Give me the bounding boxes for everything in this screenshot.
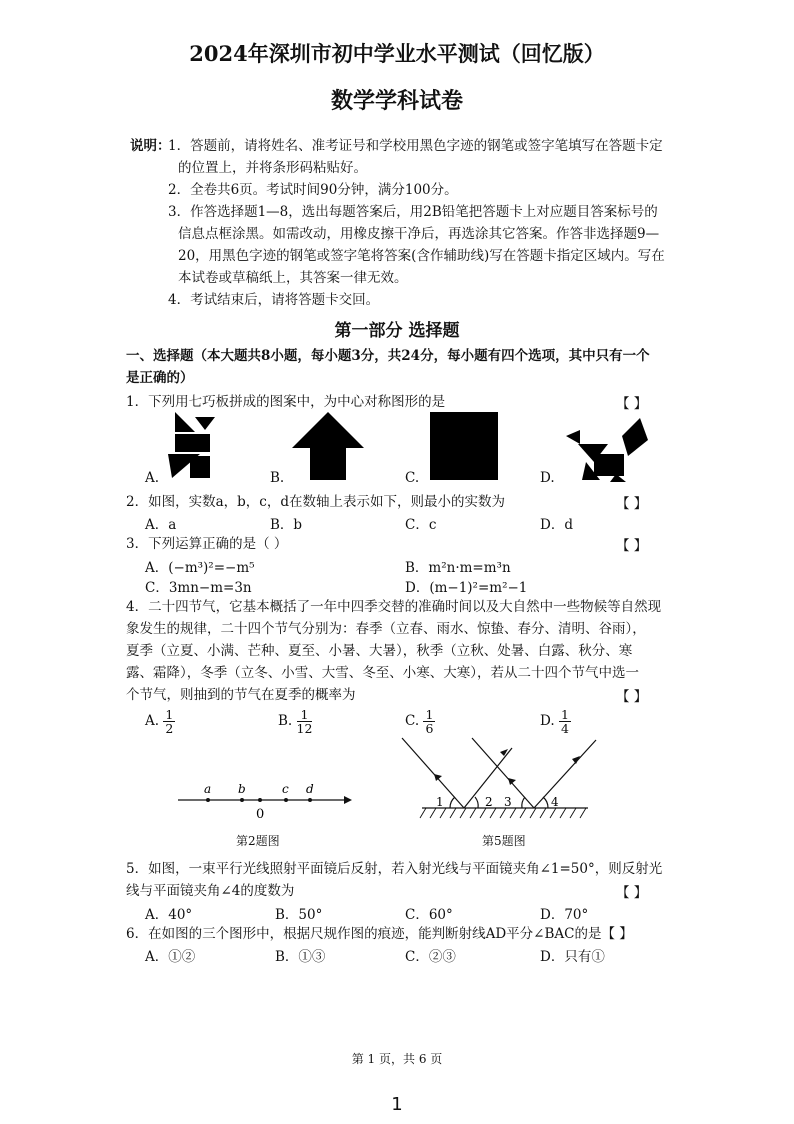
arrow-head (434, 774, 442, 781)
q1-option-a: A. (145, 470, 160, 486)
answer-bracket: 【 】 (616, 496, 648, 512)
question-5-line: 线与平面镜夹角∠4的度数为 (126, 883, 295, 899)
figure-5-mirror (400, 736, 604, 832)
angle-arc-1 (450, 797, 455, 808)
fraction (423, 708, 435, 735)
instruction-line: 1．答题前，请将姓名、准考证号和学校用黑色字迹的钢笔或签字笔填写在答题卡定 (168, 138, 663, 154)
label-c: c (282, 782, 289, 796)
label-zero: 0 (256, 807, 265, 822)
tangram-piece (594, 454, 624, 476)
q5-option-d: D．70° (540, 907, 589, 923)
question-4-line: 个节气，则抽到的节气在夏季的概率为 (126, 687, 356, 703)
answer-bracket: 【 】 (616, 689, 648, 705)
tangram-piece (190, 456, 210, 478)
q4-option-d (540, 708, 571, 735)
tangram-piece (175, 434, 210, 452)
fraction (559, 708, 571, 735)
question-4-line: 夏季（立夏、小满、芒种、夏至、小暑、大暑），秋季（立秋、处暑、白露、秋分、寒 (126, 643, 633, 659)
denominator: 12 (296, 721, 313, 736)
q6-option-c: C．②③ (405, 949, 456, 965)
q3-option-c: C．3mn−m=3n (145, 580, 252, 596)
q3-option-d: D．(m−1)²=m²−1 (405, 580, 528, 596)
part-title: 第一部分 选择题 (334, 321, 460, 341)
q5-option-b: B．50° (275, 907, 323, 923)
angle-arc-4 (543, 797, 548, 808)
instruction-line: 2．全卷共6页。考试时间90分钟，满分100分。 (168, 182, 458, 198)
page-subtitle: 数学学科试卷 (330, 88, 463, 114)
tangram-square (430, 412, 498, 480)
q1-figure-b (292, 412, 364, 482)
q2-option-c: C．c (405, 517, 437, 533)
numerator: 1 (560, 707, 569, 722)
answer-bracket: 【 】 (616, 538, 648, 554)
q5-option-c: C．60° (405, 907, 453, 923)
label-b: b (238, 782, 246, 796)
option-label: A. (145, 713, 160, 729)
q2-option-a: A．a (145, 517, 177, 533)
figure-5-caption: 第5题图 (482, 834, 526, 848)
angle-label-3: 3 (504, 795, 512, 809)
q1-figure-a (160, 412, 220, 482)
denominator: 2 (165, 721, 174, 736)
point-d (308, 798, 312, 802)
page-number: 1 (391, 1094, 403, 1115)
angle-arc-3 (522, 797, 525, 808)
section-header-cont: 是正确的） (126, 370, 194, 386)
point-c (284, 798, 288, 802)
q1-option-c: C. (405, 470, 420, 486)
angle-label-2: 2 (485, 795, 493, 809)
question-4-line: 4．二十四节气，它基本概括了一年中四季交替的准确时间以及大自然中一些物候等自然现 (126, 599, 662, 615)
question-3: 3．下列运算正确的是（ ） (126, 536, 288, 552)
numerator: 1 (425, 707, 434, 722)
arrow-head (572, 756, 580, 764)
q1-option-b: B. (270, 470, 285, 486)
answer-bracket: 【 】 (616, 885, 648, 901)
tangram-piece (195, 417, 215, 430)
q3-option-a: A．(−m³)²=−m⁵ (145, 560, 255, 576)
question-1: 1．下列用七巧板拼成的图案中，为中心对称图形的是 (126, 394, 446, 410)
q5-option-a: A．40° (145, 907, 193, 923)
label-d: d (306, 782, 314, 796)
q4-option-b (278, 708, 312, 735)
q2-option-b: B．b (270, 517, 303, 533)
tangram-piece (622, 418, 648, 456)
fraction (163, 708, 175, 735)
option-label: B. (278, 713, 293, 729)
question-5-line: 5．如图，一束平行光线照射平面镜后反射，若入射光线与平面镜夹角∠1=50°，则反射光 (126, 861, 663, 877)
instruction-line: 3．作答选择题1—8，选出每题答案后，用2B铅笔把答题卡上对应题目答案标号的 (168, 204, 658, 220)
option-label: D. (540, 713, 555, 729)
instruction-line: 的位置上，并将条形码粘贴好。 (178, 160, 367, 176)
point-b (240, 798, 244, 802)
question-4-line: 象发生的规律，二十四个节气分别为：春季（立春、雨水、惊蛰、春分、清明、谷雨）， (126, 621, 646, 637)
numerator: 1 (165, 707, 174, 722)
label-a: a (204, 782, 212, 796)
instruction-line: 20，用黑色字迹的钢笔或签字笔将答案(含作辅助线)写在答题卡指定区域内。写在 (178, 248, 665, 264)
angle-label-4: 4 (551, 795, 559, 809)
section-header: 一、选择题（本大题共8小题，每小题3分，共24分，每小题有四个选项，其中只有一个 (126, 348, 650, 364)
point-a (206, 798, 210, 802)
instructions-label: 说明： (130, 138, 171, 154)
denominator: 4 (560, 721, 569, 736)
page-indicator: 第 1 页，共 6 页 (351, 1052, 443, 1066)
q6-option-b: B．①③ (275, 949, 326, 965)
tangram-piece (566, 430, 580, 444)
q4-option-c (405, 708, 435, 735)
answer-bracket: 【 】 (616, 396, 648, 412)
page-title: 2024年深圳市初中学业水平测试（回忆版） (189, 41, 605, 66)
q6-option-a: A．①② (145, 949, 196, 965)
tangram-piece (175, 412, 195, 432)
instruction-line: 信息点框涂黑。如需改动，用橡皮擦干净后，再选涂其它答案。作答非选择题9— (178, 226, 660, 242)
q4-option-a (145, 708, 175, 735)
option-label: C. (405, 713, 420, 729)
q2-option-d: D．d (540, 517, 573, 533)
instruction-line: 本试卷或草稿纸上，其答案一律无效。 (178, 270, 408, 286)
denominator: 6 (425, 721, 434, 736)
instruction-line: 4．考试结束后，请将答题卡交回。 (168, 292, 380, 308)
number-line-arrow (344, 796, 352, 804)
q3-option-b: B．m²n·m=m³n (405, 560, 511, 576)
question-2: 2．如图，实数a，b，c，d在数轴上表示如下，则最小的实数为 (126, 494, 505, 510)
q1-figure-c (430, 412, 500, 482)
angle-label-1: 1 (436, 795, 444, 809)
question-6: 6．在如图的三个图形中，根据尺规作图的痕迹，能判断射线AD平分∠BAC的是【 】 (126, 926, 633, 942)
light-rays (402, 738, 596, 808)
question-4-line: 露、霜降），冬季（立冬、小雪、大雪、冬至、小寒、大寒），若从二十四个节气中选一 (126, 665, 639, 681)
fraction (297, 708, 313, 735)
mirror-hatching (420, 808, 586, 818)
numerator: 1 (297, 708, 313, 722)
tangram-arrow (292, 412, 364, 480)
q6-option-d: D．只有① (540, 949, 605, 965)
q1-figure-d (564, 414, 654, 482)
point-zero (258, 798, 262, 802)
figure-2-caption: 第2题图 (236, 834, 280, 848)
figure-2-number-line (176, 778, 352, 824)
q1-option-d: D. (540, 470, 555, 486)
angle-arc-2 (475, 797, 478, 808)
